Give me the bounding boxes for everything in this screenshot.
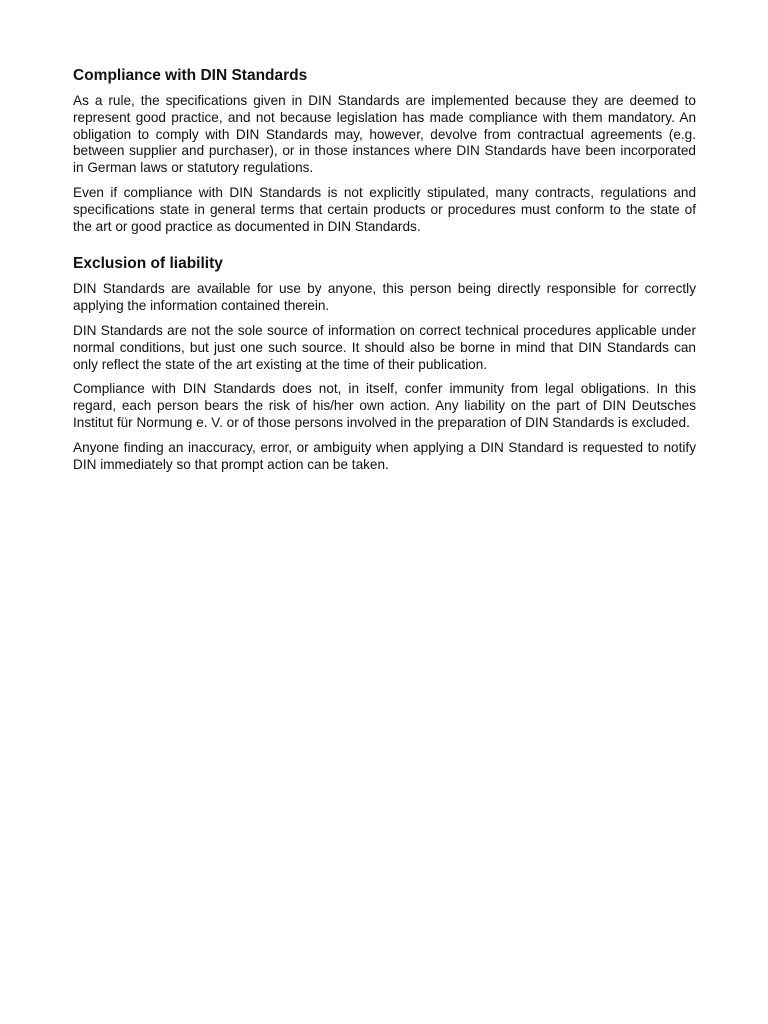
paragraph: DIN Standards are available for use by anyone, this person being directly responsible for correctly applying the information contained therein. — [73, 281, 696, 314]
paragraph: Anyone finding an inaccuracy, error, or ambiguity when applying a DIN Standard is requested to notify DIN immediately so that prompt action can be taken. — [73, 439, 696, 472]
paragraph: Even if compliance with DIN Standards is not explicitly stipulated, many contracts, regulations and specifications state in general terms that certain products or procedures must conform to the state of the art or good practice as documented in DIN Standards. — [73, 184, 696, 234]
paragraph: DIN Standards are not the sole source of information on correct technical procedures applicable under normal conditions, but just one such source. It should also be borne in mind that DIN Standards can only reflect the state of the art existing at the time of their publication. — [73, 322, 696, 372]
section-heading: Compliance with DIN Standards — [73, 67, 308, 84]
section-exclusion-of-liability — [73, 254, 696, 473]
document-page — [73, 66, 696, 473]
paragraph: As a rule, the specifications given in DIN Standards are implemented because they are deemed to represent good practice, and not because legislation has made compliance with them mandatory. An obligation to comply with DIN Standards may, however, devolve from contractual agreements (e.g. between supplier and purchaser), or in those instances where DIN Standards have been incorporated in German laws or statutory regulations. — [73, 93, 696, 176]
paragraph: Compliance with DIN Standards does not, in itself, confer immunity from legal obligations. In this regard, each person bears the risk of his/her own action. Any liability on the part of DIN Deutsches Institut für Normung e. V. or of those persons involved in the preparation of DIN Standards is excluded. — [73, 381, 696, 430]
section-heading: Exclusion of liability — [73, 255, 223, 273]
section-compliance — [73, 66, 696, 235]
